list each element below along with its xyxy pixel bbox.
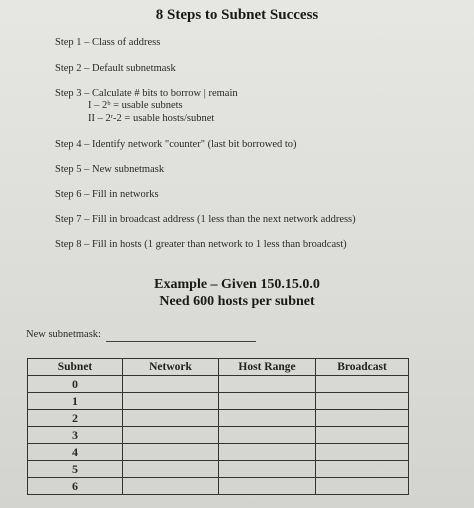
host-range-cell[interactable] <box>219 410 316 427</box>
broadcast-cell[interactable] <box>316 427 409 444</box>
step-3-formula-subnets: I – 2ᵇ = usable subnets <box>88 100 183 111</box>
new-subnetmask-label: New subnetmask: <box>26 329 101 340</box>
header-host-range: Host Range <box>219 359 316 376</box>
header-broadcast: Broadcast <box>316 359 409 376</box>
step-1: Step 1 – Class of address <box>55 37 161 48</box>
example-given: Example – Given 150.15.0.0 <box>154 277 320 292</box>
step-5: Step 5 – New subnetmask <box>55 164 165 175</box>
table-row <box>28 410 409 427</box>
example-need: Need 600 hosts per subnet <box>159 294 315 309</box>
host-range-cell[interactable] <box>219 393 316 410</box>
table-row <box>28 376 409 393</box>
host-range-cell[interactable] <box>219 444 316 461</box>
broadcast-cell[interactable] <box>316 410 409 427</box>
step-3: Step 3 – Calculate # bits to borrow | remain <box>55 88 238 99</box>
network-cell[interactable] <box>123 376 219 393</box>
step-3-formula-hosts: II – 2ʳ-2 = usable hosts/subnet <box>88 113 215 124</box>
subnet-number: 5 <box>28 461 123 478</box>
subnet-number: 2 <box>28 410 123 427</box>
new-subnetmask-blank[interactable] <box>106 341 256 342</box>
header-subnet: Subnet <box>28 359 123 376</box>
subnet-number: 0 <box>28 376 123 393</box>
broadcast-cell[interactable] <box>316 393 409 410</box>
table-row <box>28 393 409 410</box>
step-8: Step 8 – Fill in hosts (1 greater than network to 1 less than broadcast) <box>55 239 347 250</box>
table-row <box>28 444 409 461</box>
network-cell[interactable] <box>123 461 219 478</box>
broadcast-cell[interactable] <box>316 478 409 495</box>
subnet-table <box>27 358 409 495</box>
subnet-number: 6 <box>28 478 123 495</box>
subnet-number: 4 <box>28 444 123 461</box>
step-2: Step 2 – Default subnetmask <box>55 63 176 74</box>
subnet-number: 1 <box>28 393 123 410</box>
network-cell[interactable] <box>123 410 219 427</box>
host-range-cell[interactable] <box>219 478 316 495</box>
table-row <box>28 478 409 495</box>
network-cell[interactable] <box>123 427 219 444</box>
broadcast-cell[interactable] <box>316 461 409 478</box>
host-range-cell[interactable] <box>219 376 316 393</box>
broadcast-cell[interactable] <box>316 376 409 393</box>
step-6: Step 6 – Fill in networks <box>55 189 159 200</box>
subnet-number: 3 <box>28 427 123 444</box>
network-cell[interactable] <box>123 444 219 461</box>
table-row <box>28 427 409 444</box>
header-network: Network <box>123 359 219 376</box>
table-header-row <box>28 359 409 376</box>
network-cell[interactable] <box>123 393 219 410</box>
table-row <box>28 461 409 478</box>
network-cell[interactable] <box>123 478 219 495</box>
host-range-cell[interactable] <box>219 461 316 478</box>
worksheet-title: 8 Steps to Subnet Success <box>155 7 319 23</box>
host-range-cell[interactable] <box>219 427 316 444</box>
step-7: Step 7 – Fill in broadcast address (1 less than the next network address) <box>55 214 356 225</box>
step-4: Step 4 – Identify network "counter" (last bit borrowed to) <box>55 139 297 150</box>
broadcast-cell[interactable] <box>316 444 409 461</box>
